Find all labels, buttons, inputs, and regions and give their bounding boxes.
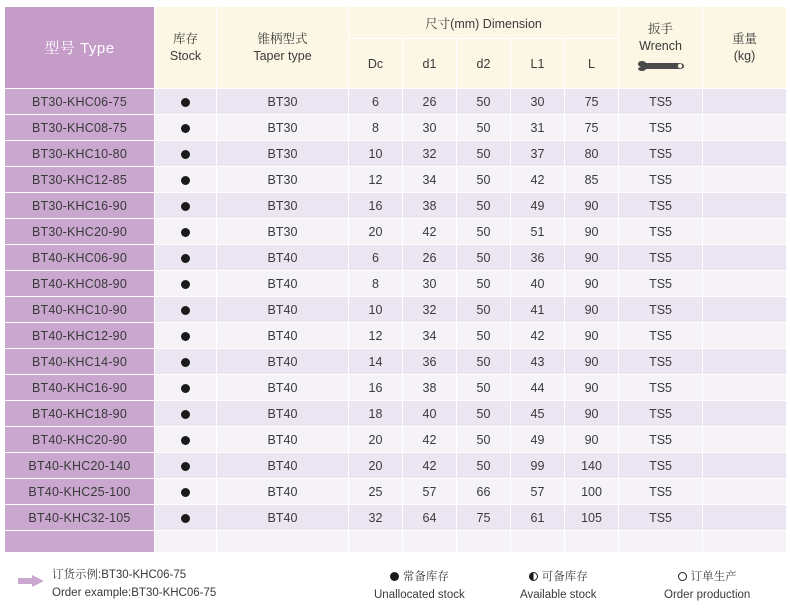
cell-stock	[155, 89, 217, 115]
cell-l: 90	[565, 297, 619, 323]
cell-d1: 42	[403, 427, 457, 453]
cell-dc: 20	[349, 427, 403, 453]
specification-table	[4, 6, 787, 553]
cell-d1: 34	[403, 167, 457, 193]
cell-wrench: TS5	[619, 401, 703, 427]
table-filler-row	[5, 531, 787, 553]
header-row-1	[5, 7, 787, 39]
stock-dot-icon	[181, 124, 190, 133]
table-row	[5, 401, 787, 427]
cell-d1: 42	[403, 219, 457, 245]
order-example	[52, 567, 216, 603]
filler-type-cell	[5, 531, 155, 553]
cell-l: 90	[565, 401, 619, 427]
cell-taper: BT40	[217, 505, 349, 531]
cell-weight	[703, 479, 787, 505]
cell-d1: 36	[403, 349, 457, 375]
cell-type: BT40-KHC10-90	[5, 297, 155, 323]
cell-d2: 50	[457, 349, 511, 375]
cell-l: 75	[565, 115, 619, 141]
cell-dc: 10	[349, 141, 403, 167]
cell-d1: 30	[403, 115, 457, 141]
stock-dot-icon	[181, 254, 190, 263]
table-body	[5, 89, 787, 553]
cell-taper: BT30	[217, 167, 349, 193]
cell-type: BT40-KHC18-90	[5, 401, 155, 427]
cell-stock	[155, 401, 217, 427]
cell-d1: 42	[403, 453, 457, 479]
legend-1-en: Unallocated stock	[374, 588, 465, 601]
cell-type: BT40-KHC20-140	[5, 453, 155, 479]
table-header	[5, 7, 787, 89]
cell-l: 90	[565, 349, 619, 375]
cell-d1: 30	[403, 271, 457, 297]
cell-d2: 50	[457, 193, 511, 219]
header-wrench-cn: 扳手	[648, 21, 674, 36]
cell-stock	[155, 193, 217, 219]
cell-l1: 51	[511, 219, 565, 245]
cell-dc: 20	[349, 453, 403, 479]
cell-l1: 37	[511, 141, 565, 167]
filler-cell	[349, 531, 403, 553]
legend-available-stock	[520, 569, 597, 605]
header-wrench-en: Wrench	[639, 38, 682, 53]
cell-taper: BT40	[217, 479, 349, 505]
cell-type: BT40-KHC14-90	[5, 349, 155, 375]
cell-weight	[703, 323, 787, 349]
cell-d1: 40	[403, 401, 457, 427]
cell-taper: BT30	[217, 141, 349, 167]
cell-type: BT40-KHC08-90	[5, 271, 155, 297]
cell-wrench: TS5	[619, 245, 703, 271]
cell-weight	[703, 167, 787, 193]
table-row	[5, 505, 787, 531]
cell-taper: BT40	[217, 323, 349, 349]
cell-dc: 18	[349, 401, 403, 427]
cell-dc: 12	[349, 323, 403, 349]
cell-stock	[155, 505, 217, 531]
cell-l: 105	[565, 505, 619, 531]
cell-stock	[155, 115, 217, 141]
cell-d1: 34	[403, 323, 457, 349]
cell-taper: BT40	[217, 453, 349, 479]
spec-sheet-page	[0, 6, 790, 601]
cell-type: BT30-KHC06-75	[5, 89, 155, 115]
cell-l1: 42	[511, 167, 565, 193]
table-row	[5, 115, 787, 141]
cell-d2: 50	[457, 453, 511, 479]
cell-taper: BT30	[217, 89, 349, 115]
legend-2-cn	[520, 569, 597, 587]
header-dc: Dc	[349, 39, 403, 89]
stock-dot-icon	[181, 410, 190, 419]
legend-unallocated-stock	[374, 569, 465, 605]
cell-d1: 57	[403, 479, 457, 505]
cell-type: BT30-KHC12-85	[5, 167, 155, 193]
cell-l: 75	[565, 89, 619, 115]
cell-wrench: TS5	[619, 349, 703, 375]
cell-dc: 12	[349, 167, 403, 193]
stock-dot-icon	[181, 202, 190, 211]
header-taper-en: Taper type	[253, 48, 312, 63]
cell-type: BT30-KHC10-80	[5, 141, 155, 167]
header-dimension-group: 尺寸(mm) Dimension	[349, 7, 619, 39]
footer	[4, 565, 786, 613]
cell-d2: 66	[457, 479, 511, 505]
cell-l: 100	[565, 479, 619, 505]
cell-weight	[703, 427, 787, 453]
cell-wrench: TS5	[619, 193, 703, 219]
cell-l1: 44	[511, 375, 565, 401]
cell-l1: 31	[511, 115, 565, 141]
cell-wrench: TS5	[619, 219, 703, 245]
cell-d2: 50	[457, 245, 511, 271]
legend-2-cn-text: 可备库存	[541, 571, 588, 583]
cell-stock	[155, 349, 217, 375]
table-row	[5, 271, 787, 297]
header-weight-en: (kg)	[733, 48, 756, 63]
cell-wrench: TS5	[619, 89, 703, 115]
cell-d1: 26	[403, 89, 457, 115]
cell-weight	[703, 401, 787, 427]
cell-wrench: TS5	[619, 323, 703, 349]
cell-dc: 16	[349, 375, 403, 401]
cell-stock	[155, 167, 217, 193]
cell-wrench: TS5	[619, 479, 703, 505]
cell-dc: 6	[349, 89, 403, 115]
cell-taper: BT40	[217, 349, 349, 375]
cell-stock	[155, 297, 217, 323]
cell-taper: BT30	[217, 115, 349, 141]
legend-order-production	[664, 569, 750, 605]
cell-d1: 38	[403, 193, 457, 219]
cell-l: 140	[565, 453, 619, 479]
header-stock-en: Stock	[169, 48, 202, 63]
cell-type: BT40-KHC20-90	[5, 427, 155, 453]
cell-wrench: TS5	[619, 167, 703, 193]
cell-d1: 38	[403, 375, 457, 401]
cell-weight	[703, 219, 787, 245]
cell-l: 90	[565, 193, 619, 219]
stock-dot-icon	[181, 462, 190, 471]
header-l1: L1	[511, 39, 565, 89]
cell-type: BT30-KHC08-75	[5, 115, 155, 141]
cell-d2: 50	[457, 401, 511, 427]
cell-l1: 43	[511, 349, 565, 375]
cell-d2: 75	[457, 505, 511, 531]
cell-l: 85	[565, 167, 619, 193]
header-weight-cn: 重量	[732, 31, 758, 46]
cell-stock	[155, 245, 217, 271]
cell-l1: 42	[511, 323, 565, 349]
table-row	[5, 323, 787, 349]
cell-wrench: TS5	[619, 427, 703, 453]
cell-wrench: TS5	[619, 505, 703, 531]
legend-3-en: Order production	[664, 588, 751, 601]
wrench-icon	[635, 58, 687, 74]
table-row	[5, 349, 787, 375]
cell-wrench: TS5	[619, 141, 703, 167]
filler-cell	[457, 531, 511, 553]
cell-weight	[703, 271, 787, 297]
cell-taper: BT40	[217, 401, 349, 427]
filler-cell	[703, 531, 787, 553]
legend-3-cn	[664, 569, 750, 587]
cell-dc: 20	[349, 219, 403, 245]
cell-l: 80	[565, 141, 619, 167]
table-row	[5, 141, 787, 167]
legend-1-cn	[374, 569, 465, 587]
header-l: L	[565, 39, 619, 89]
cell-type: BT40-KHC25-100	[5, 479, 155, 505]
cell-stock	[155, 453, 217, 479]
table-row	[5, 89, 787, 115]
cell-stock	[155, 323, 217, 349]
cell-weight	[703, 453, 787, 479]
table-row	[5, 219, 787, 245]
cell-taper: BT40	[217, 245, 349, 271]
cell-dc: 6	[349, 245, 403, 271]
cell-l1: 40	[511, 271, 565, 297]
cell-l1: 49	[511, 427, 565, 453]
stock-dot-icon	[181, 436, 190, 445]
cell-d1: 32	[403, 297, 457, 323]
marker-half-icon	[529, 572, 538, 581]
cell-taper: BT40	[217, 427, 349, 453]
cell-wrench: TS5	[619, 115, 703, 141]
cell-type: BT40-KHC06-90	[5, 245, 155, 271]
cell-l: 90	[565, 375, 619, 401]
cell-weight	[703, 349, 787, 375]
table-row	[5, 375, 787, 401]
stock-dot-icon	[181, 488, 190, 497]
stock-dot-icon	[181, 150, 190, 159]
cell-stock	[155, 271, 217, 297]
cell-dc: 32	[349, 505, 403, 531]
marker-full-icon	[390, 572, 399, 581]
cell-l1: 57	[511, 479, 565, 505]
table-row	[5, 167, 787, 193]
table-row	[5, 297, 787, 323]
cell-d2: 50	[457, 219, 511, 245]
cell-taper: BT30	[217, 219, 349, 245]
cell-l: 90	[565, 323, 619, 349]
stock-dot-icon	[181, 358, 190, 367]
table-row	[5, 427, 787, 453]
cell-wrench: TS5	[619, 375, 703, 401]
cell-weight	[703, 375, 787, 401]
cell-type: BT40-KHC32-105	[5, 505, 155, 531]
table-row	[5, 479, 787, 505]
header-stock	[155, 7, 217, 89]
cell-l1: 30	[511, 89, 565, 115]
header-d1: d1	[403, 39, 457, 89]
cell-d2: 50	[457, 141, 511, 167]
cell-weight	[703, 505, 787, 531]
stock-dot-icon	[181, 332, 190, 341]
cell-stock	[155, 141, 217, 167]
legend-1-cn-text: 常备库存	[402, 571, 449, 583]
filler-cell	[619, 531, 703, 553]
cell-d2: 50	[457, 375, 511, 401]
cell-weight	[703, 245, 787, 271]
stock-dot-icon	[181, 514, 190, 523]
cell-weight	[703, 89, 787, 115]
table-row	[5, 453, 787, 479]
header-d2: d2	[457, 39, 511, 89]
cell-l1: 61	[511, 505, 565, 531]
cell-d2: 50	[457, 167, 511, 193]
filler-cell	[155, 531, 217, 553]
stock-dot-icon	[181, 306, 190, 315]
header-weight	[703, 7, 787, 89]
cell-wrench: TS5	[619, 297, 703, 323]
cell-d2: 50	[457, 427, 511, 453]
cell-taper: BT40	[217, 375, 349, 401]
cell-weight	[703, 141, 787, 167]
legend-2-en: Available stock	[520, 588, 597, 601]
legend-3-cn-text: 订单生产	[690, 571, 737, 583]
cell-weight	[703, 297, 787, 323]
arrow-icon	[18, 575, 44, 587]
cell-l: 90	[565, 245, 619, 271]
header-wrench	[619, 7, 703, 89]
cell-type: BT40-KHC12-90	[5, 323, 155, 349]
cell-stock	[155, 479, 217, 505]
cell-type: BT30-KHC20-90	[5, 219, 155, 245]
cell-dc: 25	[349, 479, 403, 505]
cell-l: 90	[565, 427, 619, 453]
header-taper-cn: 锥柄型式	[257, 31, 308, 46]
cell-stock	[155, 427, 217, 453]
cell-weight	[703, 115, 787, 141]
cell-l: 90	[565, 271, 619, 297]
cell-dc: 10	[349, 297, 403, 323]
filler-cell	[511, 531, 565, 553]
cell-stock	[155, 375, 217, 401]
cell-taper: BT40	[217, 271, 349, 297]
stock-dot-icon	[181, 280, 190, 289]
cell-d2: 50	[457, 271, 511, 297]
cell-dc: 14	[349, 349, 403, 375]
cell-wrench: TS5	[619, 453, 703, 479]
stock-dot-icon	[181, 176, 190, 185]
cell-d2: 50	[457, 323, 511, 349]
cell-stock	[155, 219, 217, 245]
cell-l1: 45	[511, 401, 565, 427]
cell-d1: 26	[403, 245, 457, 271]
stock-dot-icon	[181, 384, 190, 393]
cell-dc: 8	[349, 115, 403, 141]
stock-dot-icon	[181, 98, 190, 107]
cell-taper: BT30	[217, 193, 349, 219]
cell-l1: 49	[511, 193, 565, 219]
filler-cell	[565, 531, 619, 553]
table-row	[5, 245, 787, 271]
order-example-en: Order example:BT30-KHC06-75	[52, 586, 217, 599]
stock-dot-icon	[181, 228, 190, 237]
cell-l1: 41	[511, 297, 565, 323]
cell-l1: 99	[511, 453, 565, 479]
filler-cell	[403, 531, 457, 553]
cell-dc: 8	[349, 271, 403, 297]
cell-wrench: TS5	[619, 271, 703, 297]
cell-type: BT40-KHC16-90	[5, 375, 155, 401]
cell-d1: 32	[403, 141, 457, 167]
cell-weight	[703, 193, 787, 219]
cell-d1: 64	[403, 505, 457, 531]
cell-l: 90	[565, 219, 619, 245]
header-taper-type	[217, 7, 349, 89]
cell-taper: BT40	[217, 297, 349, 323]
order-example-cn: 订货示例:BT30-KHC06-75	[52, 569, 187, 581]
header-stock-cn: 库存	[172, 31, 198, 46]
cell-d2: 50	[457, 297, 511, 323]
marker-empty-icon	[678, 572, 687, 581]
cell-type: BT30-KHC16-90	[5, 193, 155, 219]
cell-d2: 50	[457, 115, 511, 141]
header-type: 型号 Type	[5, 7, 155, 89]
filler-cell	[217, 531, 349, 553]
table-row	[5, 193, 787, 219]
cell-dc: 16	[349, 193, 403, 219]
cell-d2: 50	[457, 89, 511, 115]
cell-l1: 36	[511, 245, 565, 271]
